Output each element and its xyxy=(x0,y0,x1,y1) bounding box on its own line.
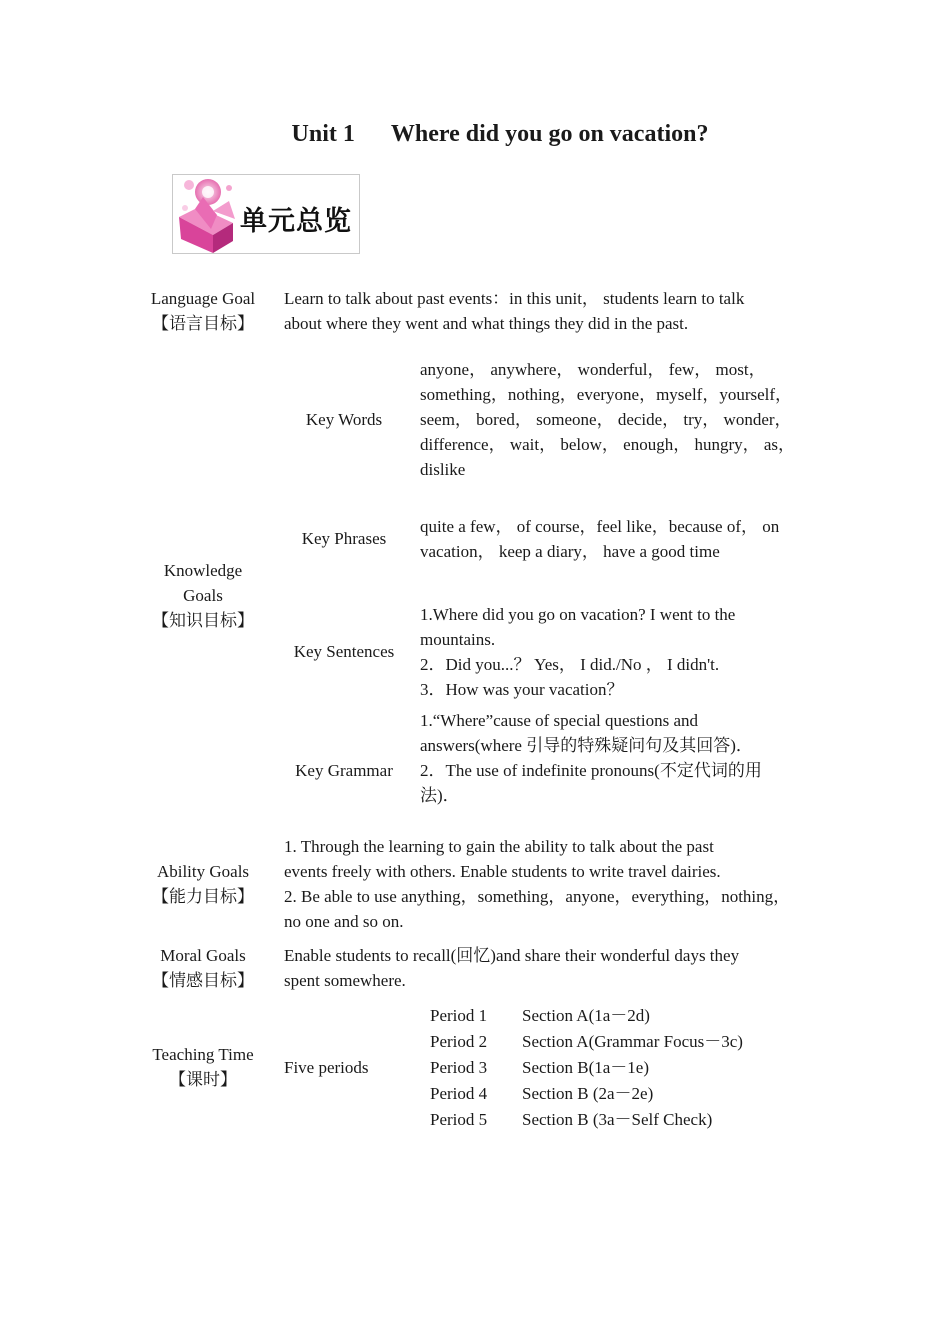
period-section: Section B (3a－Self Check) xyxy=(522,1110,713,1129)
key-sentences-text xyxy=(420,602,735,702)
teaching-time-label xyxy=(138,1042,268,1092)
teaching-time-total: Five periods xyxy=(284,1058,369,1077)
text-line: 2. Be able to use anything，something，anyone，everything，nothing， xyxy=(284,887,791,906)
ability-goals-label-en: Ability Goals xyxy=(156,862,250,881)
key-words-text xyxy=(420,357,795,482)
text-line: no one and so on. xyxy=(284,912,404,931)
moral-goals-label-cn: 【情感目标】 xyxy=(152,971,254,990)
text-line: 2．The use of indefinite pronouns(不定代词的用 xyxy=(420,761,762,780)
period-number: Period 3 xyxy=(430,1058,488,1077)
teaching-time-label-en: Teaching Time xyxy=(152,1045,254,1064)
moral-goals-text xyxy=(284,943,739,993)
period-list xyxy=(430,1003,743,1133)
text-line: dislike xyxy=(420,460,466,479)
period-section: Section B (2a－2e) xyxy=(522,1084,654,1103)
language-goal-label-en: Language Goal xyxy=(150,289,256,308)
unit-overview-heading: 单元总览 xyxy=(240,206,352,237)
period-number: Period 2 xyxy=(430,1032,488,1051)
key-phrases-label: Key Phrases xyxy=(301,529,387,548)
text-line: events freely with others. Enable students to write travel dairies. xyxy=(284,862,721,881)
moral-goals-label xyxy=(138,943,268,993)
language-goal-label-cn: 【语言目标】 xyxy=(152,314,254,333)
period-number: Period 5 xyxy=(430,1110,488,1129)
knowledge-goals-label-line: Goals xyxy=(183,586,223,605)
period-row xyxy=(430,1029,743,1055)
teaching-time-label-cn: 【课时】 xyxy=(169,1070,237,1089)
knowledge-goals-label-line: Knowledge xyxy=(163,561,243,580)
text-line: Learn to talk about past events：in this unit， students learn to talk xyxy=(284,289,745,308)
text-line: about where they went and what things they did in the past. xyxy=(284,314,689,333)
text-line: quite a few， of course，feel like，because of， on xyxy=(420,517,780,536)
key-grammar-label: Key Grammar xyxy=(295,761,393,780)
text-line: seem， bored， someone， decide， try， wonder， xyxy=(420,410,792,429)
text-line: something，nothing，everyone，myself，yourself， xyxy=(420,385,793,404)
text-line: 1.“Where”cause of special questions and xyxy=(420,711,699,730)
period-row xyxy=(430,1003,743,1029)
language-goal-label xyxy=(138,286,268,336)
period-row xyxy=(430,1055,743,1081)
text-line: mountains. xyxy=(420,630,496,649)
ability-goals-label-cn: 【能力目标】 xyxy=(152,887,254,906)
text-line: spent somewhere. xyxy=(284,971,406,990)
key-words-label: Key Words xyxy=(305,410,383,429)
text-line: 1.Where did you go on vacation? I went to the xyxy=(420,605,736,624)
knowledge-goals-label-line: 【知识目标】 xyxy=(152,611,254,630)
period-row xyxy=(430,1081,743,1107)
text-line: answers(where 引导的特殊疑问句及其回答)． xyxy=(420,736,753,755)
text-line: Enable students to recall(回忆)and share their wonderful days they xyxy=(284,946,740,965)
ability-goals-label xyxy=(138,859,268,909)
key-sentences-label: Key Sentences xyxy=(293,642,395,661)
key-grammar-text xyxy=(420,708,762,808)
language-goal-text xyxy=(284,286,744,336)
key-phrases-text xyxy=(420,514,779,564)
period-number: Period 1 xyxy=(430,1006,488,1025)
knowledge-goals-label xyxy=(138,558,268,633)
text-line: difference， wait， below， enough， hungry， as， xyxy=(420,435,796,454)
page-title: Unit 1 Where did you go on vacation? xyxy=(291,121,709,147)
text-line: 3．How was your vacation？ xyxy=(420,680,624,699)
period-section: Section A(Grammar Focus－3c) xyxy=(522,1032,743,1051)
text-line: anyone， anywhere， wonderful， few， most， xyxy=(420,360,766,379)
moral-goals-label-en: Moral Goals xyxy=(160,946,246,965)
text-line: 法)． xyxy=(420,786,460,805)
text-line: 2．Did you...？ Yes， I did./No ， I didn't. xyxy=(420,655,720,674)
ability-goals-text xyxy=(284,834,790,934)
period-section: Section A(1a－2d) xyxy=(522,1006,650,1025)
period-section: Section B(1a－1e) xyxy=(522,1058,649,1077)
period-number: Period 4 xyxy=(430,1084,488,1103)
text-line: vacation， keep a diary， have a good time xyxy=(420,542,720,561)
period-row xyxy=(430,1107,743,1133)
text-line: 1. Through the learning to gain the ability to talk about the past xyxy=(284,837,714,856)
